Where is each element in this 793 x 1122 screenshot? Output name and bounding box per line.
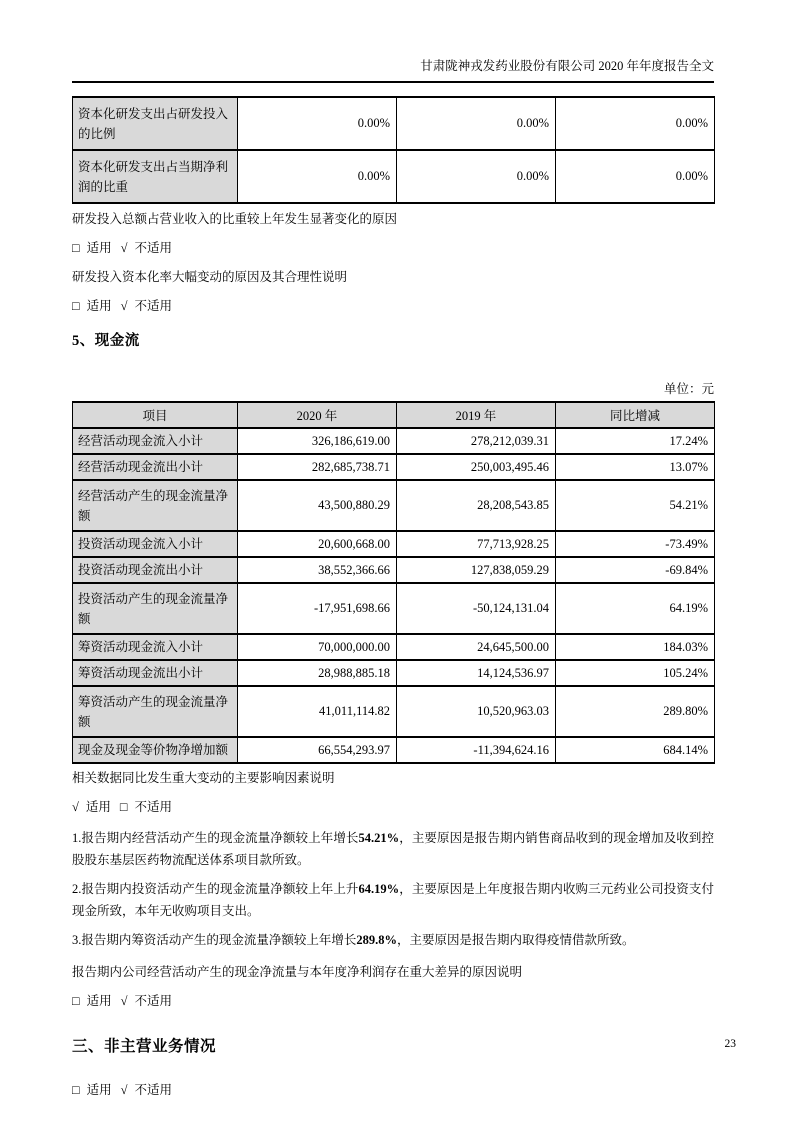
applicable-label: 适用: [86, 993, 112, 1008]
note-text: ，主要原因是上年度报告期内收购三元药业公司投资支付现金所致，本年无收购项目支出。: [72, 882, 714, 918]
page-content: [72, 0, 714, 1099]
column-header: 项目: [73, 402, 238, 428]
cell-value: 282,685,738.71: [238, 454, 397, 480]
cashflow-note-paragraph: [72, 828, 714, 871]
applicable-label: 适用: [85, 800, 111, 814]
cell-value: 184.03%: [556, 634, 715, 660]
cashflow-table: [72, 401, 715, 764]
checkbox-icon: □: [119, 800, 128, 814]
cell-value: 43,500,880.29: [238, 480, 397, 531]
row-label: 经营活动现金流入小计: [73, 428, 238, 454]
table-row: [73, 480, 715, 531]
cell-value: 0.00%: [397, 97, 556, 150]
rd-expenditure-table: [72, 96, 715, 204]
cashflow-note-paragraph: [72, 879, 714, 922]
checkbox-icon: □: [72, 1082, 80, 1097]
not-applicable-label: 不适用: [134, 1082, 172, 1097]
applicability-row: [72, 1082, 714, 1099]
row-label: 经营活动现金流出小计: [73, 454, 238, 480]
table-header-row: [73, 402, 715, 428]
check-icon: √: [120, 993, 128, 1008]
row-label: 投资活动现金流入小计: [73, 531, 238, 557]
cell-value: 54.21%: [556, 480, 715, 531]
cell-value: 17.24%: [556, 428, 715, 454]
note-percent: 64.19%: [358, 882, 400, 896]
cell-value: 0.00%: [238, 150, 397, 203]
table-row: [73, 686, 715, 737]
table-row: [73, 531, 715, 557]
cell-value: 684.14%: [556, 737, 715, 763]
applicability-row: [72, 799, 714, 816]
row-label: 资本化研发支出占当期净利润的比重: [73, 150, 238, 203]
cell-value: -11,394,624.16: [397, 737, 556, 763]
unit-label: 单位：元: [663, 382, 714, 396]
not-applicable-label: 不适用: [134, 993, 172, 1008]
checkbox-icon: □: [72, 241, 80, 255]
cell-value: -69.84%: [556, 557, 715, 583]
cell-value: 10,520,963.03: [397, 686, 556, 737]
applicable-label: 适用: [86, 1082, 112, 1097]
cell-value: 77,713,928.25: [397, 531, 556, 557]
column-header: 同比增减: [556, 402, 715, 428]
table-row: [73, 660, 715, 686]
cell-value: 28,988,885.18: [238, 660, 397, 686]
cell-value: 0.00%: [556, 150, 715, 203]
check-icon: √: [120, 241, 128, 255]
table-row: [73, 428, 715, 454]
cell-value: 127,838,059.29: [397, 557, 556, 583]
table-row: [73, 454, 715, 480]
note-text: 报告期内公司经营活动产生的现金净流量与本年度净利润存在重大差异的原因说明: [72, 964, 523, 979]
table-row: [73, 97, 715, 150]
section-heading-non-core-business: 三、非主营业务情况: [72, 1037, 217, 1055]
checkbox-icon: □: [72, 299, 80, 313]
note-text: 研发投入总额占营业收入的比重较上年发生显著变化的原因: [72, 212, 398, 226]
cell-value: 28,208,543.85: [397, 480, 556, 531]
row-label: 投资活动现金流出小计: [73, 557, 238, 583]
cell-value: 326,186,619.00: [238, 428, 397, 454]
note-percent: 54.21%: [358, 831, 400, 845]
applicability-row: [72, 993, 714, 1010]
row-label: 现金及现金等价物净增加额: [73, 737, 238, 763]
report-header-title: 甘肃陇神戎发药业股份有限公司 2020 年年度报告全文: [72, 0, 714, 83]
row-label: 投资活动产生的现金流量净额: [73, 583, 238, 634]
note-text: 研发投入资本化率大幅变动的原因及其合理性说明: [72, 270, 348, 284]
checkbox-icon: □: [72, 993, 80, 1008]
row-label: 筹资活动产生的现金流量净额: [73, 686, 238, 737]
cell-value: 105.24%: [556, 660, 715, 686]
cell-value: -50,124,131.04: [397, 583, 556, 634]
note-text: 相关数据同比发生重大变动的主要影响因素说明: [72, 771, 335, 785]
cell-value: -17,951,698.66: [238, 583, 397, 634]
table-row: [73, 557, 715, 583]
cell-value: 66,554,293.97: [238, 737, 397, 763]
table-row: [73, 583, 715, 634]
section-heading-cashflow: 5、现金流: [72, 333, 140, 349]
row-label: 经营活动产生的现金流量净额: [73, 480, 238, 531]
column-header: 2019 年: [397, 402, 556, 428]
cell-value: 64.19%: [556, 583, 715, 634]
row-label: 筹资活动现金流出小计: [73, 660, 238, 686]
applicable-label: 适用: [86, 299, 112, 313]
not-applicable-label: 不适用: [134, 800, 172, 814]
check-icon: √: [120, 1082, 128, 1097]
row-label: 筹资活动现金流入小计: [73, 634, 238, 660]
applicability-row: [72, 240, 714, 257]
cell-value: 289.80%: [556, 686, 715, 737]
note-text: ，主要原因是报告期内销售商品收到的现金增加及收到控股股东基层医药物流配送体系项目款所致。: [72, 831, 714, 867]
note-text: ，主要原因是报告期内取得疫情借款所致。: [397, 933, 635, 947]
cell-value: -73.49%: [556, 531, 715, 557]
cashflow-note-paragraph: [72, 930, 714, 952]
note-text: 3.报告期内筹资活动产生的现金流量净额较上年增长: [72, 933, 357, 947]
row-label: 资本化研发支出占研发投入的比例: [73, 97, 238, 150]
table-row: [73, 150, 715, 203]
cell-value: 250,003,495.46: [397, 454, 556, 480]
cell-value: 13.07%: [556, 454, 715, 480]
cell-value: 20,600,668.00: [238, 531, 397, 557]
note-text: 1.报告期内经营活动产生的现金流量净额较上年增长: [72, 831, 359, 845]
note-text: 2.报告期内投资活动产生的现金流量净额较上年上升: [72, 882, 359, 896]
applicable-label: 适用: [86, 241, 112, 255]
cell-value: 0.00%: [397, 150, 556, 203]
page-number: 23: [724, 1038, 736, 1050]
cell-value: 14,124,536.97: [397, 660, 556, 686]
cell-value: 70,000,000.00: [238, 634, 397, 660]
table-row: [73, 634, 715, 660]
rd-notes: [72, 211, 714, 315]
not-applicable-label: 不适用: [134, 241, 172, 255]
cell-value: 41,011,114.82: [238, 686, 397, 737]
cell-value: 0.00%: [556, 97, 715, 150]
not-applicable-label: 不适用: [134, 299, 172, 313]
column-header: 2020 年: [238, 402, 397, 428]
note-percent: 289.8%: [356, 933, 398, 947]
cell-value: 278,212,039.31: [397, 428, 556, 454]
cashflow-notes: [72, 770, 714, 1010]
table-row: [73, 737, 715, 763]
applicability-row: [72, 298, 714, 315]
check-icon: √: [120, 299, 128, 313]
cell-value: 0.00%: [238, 97, 397, 150]
cell-value: 38,552,366.66: [238, 557, 397, 583]
check-icon: √: [72, 800, 79, 814]
cell-value: 24,645,500.00: [397, 634, 556, 660]
